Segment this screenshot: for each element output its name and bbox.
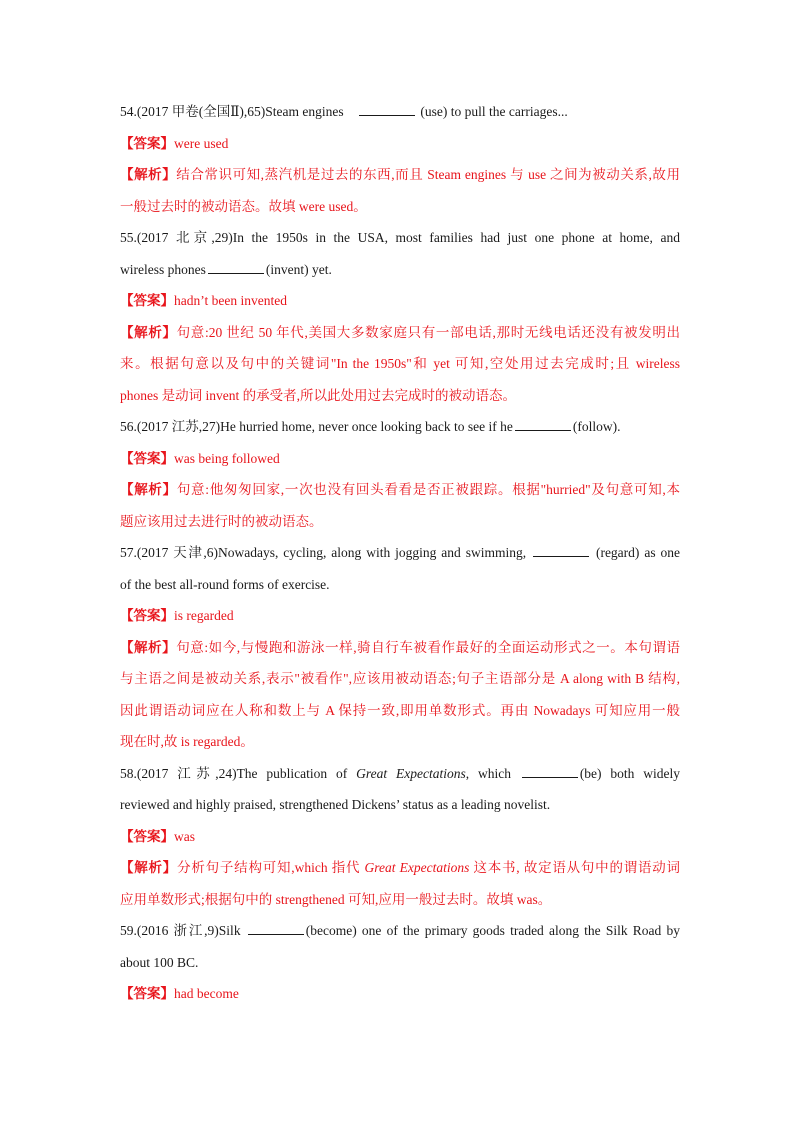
answer-58 [120, 821, 680, 853]
analysis-56-line-1 [120, 474, 680, 506]
answer-tag: 【答案】 [120, 450, 174, 466]
question-text: wireless phones [120, 261, 206, 277]
analysis-text: 结合常识可知,蒸汽机是过去的东西,而且 Steam engines 与 use 之间为被动关系,故用 [176, 167, 680, 182]
question-57-line-2: of the best all-round forms of exercise. [120, 576, 330, 592]
answer-56 [120, 443, 680, 475]
question-text: , which [465, 765, 511, 781]
analysis-57-line-4: 现在时,故 is regarded。 [120, 734, 254, 749]
analysis-55-line-3: phones 是动词 invent 的承受者,所以此处用过去完成时的被动语态。 [120, 387, 516, 403]
analysis-tag: 【解析】 [120, 167, 177, 182]
question-55-line-2 [120, 254, 680, 286]
answer-tag: 【答案】 [120, 135, 174, 151]
answer-text: was being followed [174, 450, 280, 466]
analysis-tag: 【解析】 [120, 860, 178, 875]
analysis-text: 句意:如今,与慢跑和游泳一样,骑自行车被看作最好的全面运动形式之一。本句谓语 [176, 639, 680, 655]
question-text: (follow). [572, 419, 621, 434]
question-57-line-1 [120, 537, 680, 569]
question-text: 56.(2017 江苏,27)He hurried home, never once looking back to see if he [120, 419, 513, 434]
question-text: (regard) as one [595, 545, 680, 560]
analysis-54-line-1 [120, 159, 680, 191]
analysis-57-line-3: 因此谓语动词应在人称和数上与 A 保持一致,即用单数形式。再由 Nowadays 可知应用一般 [120, 702, 680, 718]
question-text: 59.(2016 浙江,9)Silk [120, 923, 241, 938]
question-59-line-1 [120, 915, 680, 947]
answer-tag: 【答案】 [120, 986, 174, 1001]
answer-54 [120, 128, 680, 160]
analysis-tag: 【解析】 [120, 324, 177, 340]
answer-blank [533, 543, 589, 557]
document-page [120, 96, 680, 1010]
answer-text: were used [174, 135, 229, 151]
question-54 [120, 96, 680, 128]
analysis-tag: 【解析】 [120, 482, 177, 497]
analysis-57-line-1 [120, 632, 680, 664]
question-text: 57.(2017 天津,6)Nowadays, cycling, along with jogging and swimming, [120, 545, 527, 560]
analysis-57-line-2: 与主语之间是被动关系,表示"被看作",应该用被动语态;句子主语部分是 A along with B 结构, [120, 671, 680, 686]
question-text: (invent) yet. [265, 261, 332, 277]
answer-blank [248, 921, 304, 935]
analysis-text: 句意:20 世纪 50 年代,美国大多数家庭只有一部电话,那时无线电话还没有被发明出 [176, 324, 680, 340]
question-58-line-1 [120, 758, 680, 790]
answer-57 [120, 600, 680, 632]
answer-59 [120, 978, 680, 1010]
answer-text: had become [174, 986, 239, 1001]
answer-tag: 【答案】 [120, 608, 174, 623]
answer-text: was [174, 828, 195, 844]
analysis-56-line-2: 题应该用过去进行时的被动语态。 [120, 513, 323, 529]
answer-tag: 【答案】 [120, 828, 174, 844]
analysis-55-line-1 [120, 317, 680, 349]
question-text: (be) both widely [579, 765, 680, 781]
answer-text: is regarded [174, 608, 234, 623]
analysis-tag: 【解析】 [120, 639, 177, 655]
analysis-58-line-2: 应用单数形式;根据句中的 strengthened 可知,应用一般过去时。故填 was。 [120, 891, 552, 907]
question-56 [120, 411, 680, 443]
analysis-text: 句意:他匆匆回家,一次也没有回头看看是否正被跟踪。根据"hurried"及句意可知,本 [176, 482, 680, 497]
question-text: (use) to pull the carriages... [420, 104, 568, 119]
answer-blank [522, 764, 578, 778]
analysis-54-line-2: 一般过去时的被动语态。故填 were used。 [120, 198, 367, 214]
book-title: Great Expectations [364, 860, 470, 875]
analysis-text: 分析句子结构可知,which 指代 [177, 860, 361, 875]
question-55-line-1: 55.(2017 北京,29)In the 1950s in the USA, most families had just one phone at home, and [120, 230, 680, 245]
question-text: (become) one of the primary goods traded along the Silk Road by [305, 923, 680, 938]
analysis-text: 这本书, 故定语从句中的谓语动词 [473, 860, 680, 875]
question-59-line-2: about 100 BC. [120, 954, 199, 970]
analysis-55-line-2: 来。根据句意以及句中的关键词"In the 1950s"和 yet 可知,空处用过去完成时;且 wireless [120, 356, 680, 371]
question-text: 58.(2017 江苏,24)The publication of [120, 765, 348, 781]
question-text: 54.(2017 甲卷(全国Ⅱ),65)Steam engines [120, 104, 344, 119]
answer-tag: 【答案】 [120, 293, 174, 308]
answer-blank [515, 417, 571, 431]
analysis-58-line-1 [120, 852, 680, 884]
question-58-line-2: reviewed and highly praised, strengthened Dickens’ status as a leading novelist. [120, 797, 551, 812]
answer-55 [120, 285, 680, 317]
answer-text: hadn’t been invented [174, 293, 287, 308]
book-title: Great Expectations [356, 765, 466, 781]
answer-blank [359, 102, 415, 116]
answer-blank [208, 260, 264, 274]
